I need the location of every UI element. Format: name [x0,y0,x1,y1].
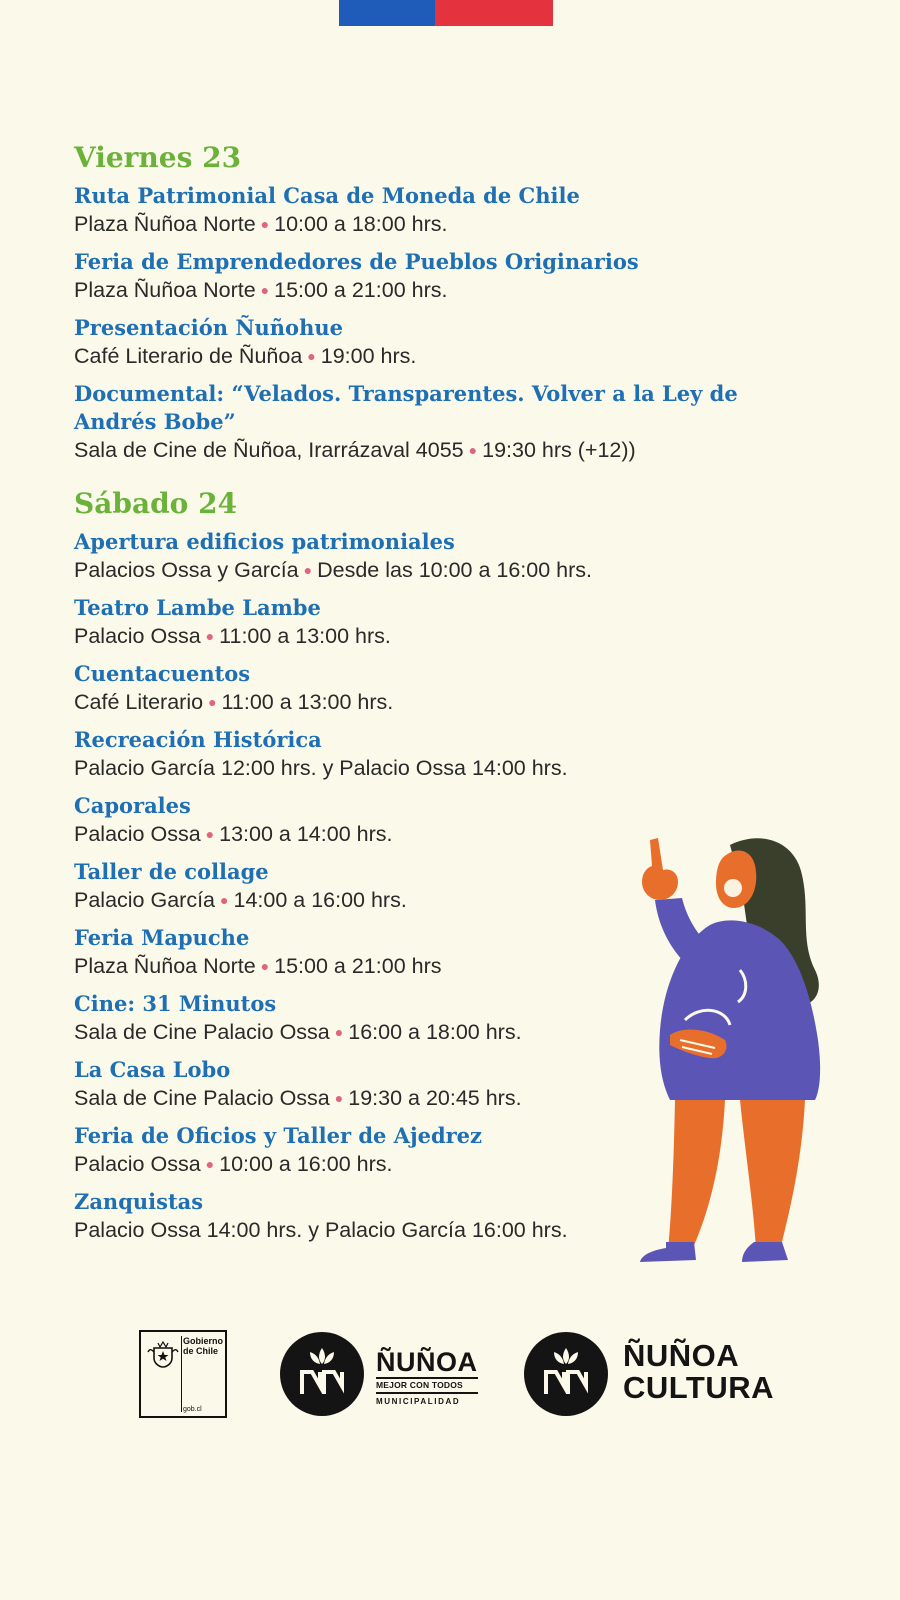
event-details [74,556,794,584]
event-title: Documental: “Velados. Transparentes. Volver a la Ley de Andrés Bobe” [74,381,738,434]
event-title: Teatro Lambe Lambe [74,595,321,620]
nunoa-wordmark: ÑUÑOA [376,1347,478,1377]
nunoa-tagline: MEJOR CON TODOS [376,1377,478,1394]
nunoa-cultura-badge [524,1332,608,1416]
event-place: Sala de Cine de Ñuñoa, Irarrázaval 4055 [74,438,464,462]
event-details [74,276,794,304]
event-details [74,754,794,782]
event-title: Feria de Emprendedores de Pueblos Originarios [74,249,639,274]
event-place: Palacio Ossa [74,624,201,648]
event-place: Palacios Ossa y García [74,558,299,582]
event-place: Palacio Ossa 14:00 hrs. y Palacio García 16:00 hrs. [74,1218,568,1242]
event-title: Recreación Histórica [74,727,322,752]
event-list-viernes [74,182,794,464]
flag-red-band [435,0,553,26]
nunoa-cultura-leaf-nn-icon [524,1332,608,1416]
nunoa-leaf-nn-icon [280,1332,364,1416]
cultura-line-1: ÑUÑOA [623,1338,740,1373]
separator-dot-icon: ● [260,216,270,232]
event-time: 11:00 a 13:00 hrs. [221,690,394,714]
separator-dot-icon: ● [260,958,270,974]
event-details [74,622,794,650]
event-details [74,210,794,238]
event-details [74,688,794,716]
nunoa-municipal-badge [280,1332,364,1416]
right-leg [740,1100,805,1250]
event-time: 19:30 hrs (+12)) [482,438,636,462]
gobierno-de-chile-logo [139,1330,227,1418]
event-item [74,248,794,304]
separator-dot-icon: ● [334,1024,344,1040]
event-title: Feria Mapuche [74,925,250,950]
event-time: 19:00 hrs. [320,344,417,368]
left-shoe [640,1242,696,1262]
separator-dot-icon: ● [468,442,478,458]
gobierno-emblem-panel [145,1336,182,1412]
separator-dot-icon: ● [334,1090,344,1106]
left-leg [668,1100,725,1250]
event-time: 16:00 a 18:00 hrs. [348,1020,522,1044]
gobierno-name: Gobierno de Chile [183,1336,223,1356]
cultura-line-2: CULTURA [623,1370,775,1405]
event-item [74,660,794,716]
event-title: Taller de collage [74,859,269,884]
event-place: Palacio Ossa [74,822,201,846]
event-time: 10:00 a 16:00 hrs. [219,1152,393,1176]
event-place: Palacio García [74,888,216,912]
separator-dot-icon: ● [205,628,215,644]
gobierno-url: gob.cl [183,1406,202,1413]
face-cheek [724,879,742,897]
event-item [74,594,794,650]
event-place: Plaza Ñuñoa Norte [74,278,256,302]
event-title: Cuentacuentos [74,661,251,686]
event-place: Plaza Ñuñoa Norte [74,212,256,236]
event-item [74,380,794,464]
event-title: Presentación Ñuñohue [74,315,343,340]
event-details [74,342,794,370]
municipalidad-label: MUNICIPALIDAD [376,1397,461,1406]
event-place: Café Literario [74,690,204,714]
event-item [74,726,794,782]
chile-coat-of-arms-icon [146,1340,180,1370]
event-time: 11:00 a 13:00 hrs. [219,624,391,648]
raised-hand [642,838,678,900]
event-time: 10:00 a 18:00 hrs. [274,212,448,236]
event-time: 15:00 a 21:00 hrs [274,954,442,978]
separator-dot-icon: ● [205,1156,215,1172]
right-shoe [742,1242,788,1262]
event-item [74,314,794,370]
event-details [74,436,794,464]
event-place: Café Literario de Ñuñoa [74,344,303,368]
event-time: 19:30 a 20:45 hrs. [348,1086,522,1110]
footer-logos [0,1320,900,1420]
woman-pointing-illustration [630,830,850,1280]
event-place: Sala de Cine Palacio Ossa [74,1020,330,1044]
event-time: 13:00 a 14:00 hrs. [219,822,393,846]
event-title: Caporales [74,793,191,818]
event-title: Cine: 31 Minutos [74,991,277,1016]
event-time: 14:00 a 16:00 hrs. [233,888,407,912]
event-place: Sala de Cine Palacio Ossa [74,1086,330,1110]
separator-dot-icon: ● [260,282,270,298]
event-place: Plaza Ñuñoa Norte [74,954,256,978]
separator-dot-icon: ● [303,562,313,578]
chile-flag-stripe [339,0,553,26]
event-place: Palacio García 12:00 hrs. y Palacio Ossa 14:00 hrs. [74,756,568,780]
nunoa-cultura-wordmark [623,1340,774,1404]
separator-dot-icon: ● [208,694,217,710]
separator-dot-icon: ● [307,348,316,364]
nunoa-municipalidad-wordmark [376,1348,478,1406]
event-item [74,182,794,238]
event-time: 15:00 a 21:00 hrs. [274,278,448,302]
day-heading-sabado: Sábado 24 [74,487,238,520]
event-title: Zanquistas [74,1189,204,1214]
event-title: Feria de Oficios y Taller de Ajedrez [74,1123,482,1148]
event-title: La Casa Lobo [74,1057,231,1082]
flag-blue-band [339,0,435,26]
day-heading-viernes: Viernes 23 [74,141,242,174]
event-place: Palacio Ossa [74,1152,201,1176]
separator-dot-icon: ● [220,892,229,908]
event-title: Apertura edificios patrimoniales [74,529,455,554]
event-time: Desde las 10:00 a 16:00 hrs. [317,558,593,582]
event-title: Ruta Patrimonial Casa de Moneda de Chile [74,183,580,208]
separator-dot-icon: ● [205,826,215,842]
event-item [74,528,794,584]
